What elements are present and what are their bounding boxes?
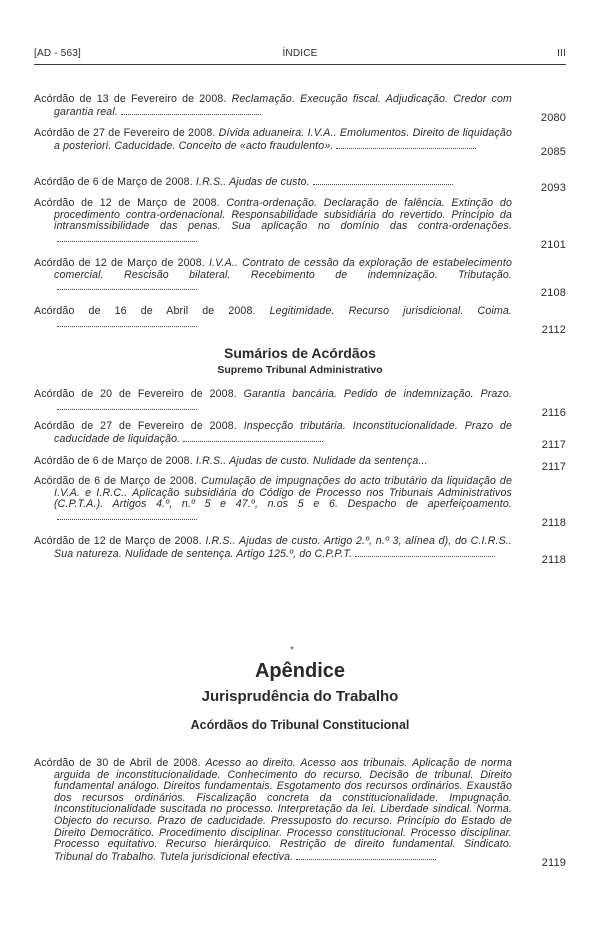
section-subtitle: Supremo Tribunal Administrativo xyxy=(217,364,383,376)
dot-leader xyxy=(336,140,476,149)
entry-subject: Inspecção tributária. Inconstitucionalidade. Prazo de caducidade de liquidação. xyxy=(54,420,512,445)
entry-date: Acórdão de 6 de Março de 2008. xyxy=(34,176,193,188)
index-entry xyxy=(34,127,566,158)
index-entry xyxy=(34,93,566,124)
dot-leader xyxy=(121,106,261,115)
entry-subject: Legitimidade. Recurso jurisdicional. Coima. xyxy=(269,305,512,317)
entry-subject: Acesso ao direito. Acesso aos tribunais. Aplicação de norma arguida de inconstitucionalidade. Conhecimento do recurso. Decisão de tribunal. Direito fundamental análogo. Direitos fundamentais. Esgotamento dos recursos ordinários. Exaustão dos recursos ordinários. Fiscalização concreta da constitucionalidade. Impugnação. Inconstitucionalidade suscitada no processo. Interpretação da lei. Liberdade sindical. Norma. Objecto do recurso. Prazo de caducidade. Pressuposto do recurso. Princípio do Estado de Direito Democrático. Procedimento disciplinar. Processo constitucional. Processo disciplinar. Processo equitativo. Recurso hierárquico. Restrição de direito fundamental. Sindicato. Tribunal do Trabalho. Tutela jurisdicional efectiva. xyxy=(54,757,512,863)
entry-subject: I.R.S.. Ajudas de custo. xyxy=(195,176,310,188)
entry-page: 2080 xyxy=(540,111,566,124)
entry-subject: Reclamação. Execução fiscal. Adjudicação. Credor com garantia real. xyxy=(54,93,513,118)
entry-subject: Dívida aduaneira. I.V.A.. Emolumentos. Direito de liquidação a posteriori. Caducidade. Conceito de «acto fraudulento». xyxy=(54,127,512,152)
entry-subject: Contra-ordenação. Declaração de falência. Extinção do procedimento contra-ordenacional. Responsabilidade subsidiária do revertido. Princípio da intransmissibilidade das penas. Sua aplicação no domínio das contra-ordenações. xyxy=(54,197,512,233)
entry-subject: I.R.S.. Ajudas de custo. Artigo 2.º, n.º 3, alínea d), do C.I.R.S.. Sua natureza. Nulidade de sentença. Artigo 125.º, do C.P.P.T. xyxy=(54,535,512,560)
dot-leader xyxy=(183,433,323,442)
entry-date: Acórdão de 12 de Março de 2008. xyxy=(34,197,220,209)
entry-date: Acórdão de 12 de Março de 2008. xyxy=(34,257,205,269)
entry-subject: Cumulação de impugnações do acto tributário da liquidação de I.V.A. e I.R.C.. Aplicação subsidiária do Código de Processo nos Tribunais Administrativos (C.P.T.A.). Artigos 4.º, n.º 5 e 47.º, n.os 5 e 6. Despacho de aperfeiçoamento. xyxy=(54,475,513,511)
dot-leader xyxy=(57,401,197,410)
entry-page: 2085 xyxy=(540,145,566,158)
appendix-subsubtitle: Acórdãos do Tribunal Constitucional xyxy=(190,718,410,732)
dot-leader xyxy=(355,548,495,557)
entry-date: Acórdão de 30 de Abril de 2008. xyxy=(34,757,201,769)
entry-page: 2117 xyxy=(541,461,566,473)
section-mark: * xyxy=(290,645,294,656)
summary-entry xyxy=(34,535,566,566)
dot-leader xyxy=(57,511,197,520)
entry-date: Acórdão de 27 de Fevereiro de 2008. xyxy=(34,127,216,139)
entry-page: 2093 xyxy=(540,182,566,194)
appendix-title: Apêndice xyxy=(254,660,346,682)
entry-date: Acórdão de 12 de Março de 2008. xyxy=(34,535,202,547)
summary-entry xyxy=(34,455,566,473)
dot-leader xyxy=(57,233,197,242)
entry-date: Acórdão de 6 de Março de 2008. xyxy=(34,475,198,487)
page-header xyxy=(34,46,566,65)
entry-subject: Garantia bancária. Pedido de indemnização. Prazo. xyxy=(243,388,512,400)
header-reference: [AD - 563] xyxy=(34,48,82,59)
dot-leader xyxy=(313,176,453,185)
entry-date: Acórdão de 20 de Fevereiro de 2008. xyxy=(34,388,237,400)
entry-page: 2118 xyxy=(541,516,566,529)
entry-date: Acórdão de 27 de Fevereiro de 2008. xyxy=(34,420,237,432)
summary-entry xyxy=(34,420,566,451)
entry-date: Acórdão de 13 de Fevereiro de 2008. xyxy=(34,93,227,105)
entry-date: Acórdão de 6 de Março de 2008. xyxy=(34,455,193,467)
header-title: ÍNDICE xyxy=(282,48,318,59)
dot-leader xyxy=(57,318,197,327)
header-page-number: III xyxy=(557,48,566,59)
entry-subject: I.R.S.. Ajudas de custo. Nulidade da sentença... xyxy=(195,455,428,467)
dot-leader xyxy=(296,851,436,860)
index-entry xyxy=(34,257,566,300)
dot-leader xyxy=(57,281,197,290)
entry-subject: I.V.A.. Contrato de cessão da exploração de estabelecimento comercial. Rescisão bilateral. Recebimento de indemnização. Tributação. xyxy=(54,257,512,281)
entry-page: 2118 xyxy=(541,553,566,566)
summary-entry xyxy=(34,388,566,419)
entry-page: 2108 xyxy=(540,287,566,300)
entry-date: Acórdão de 16 de Abril de 2008. xyxy=(34,305,256,317)
entry-page: 2112 xyxy=(541,323,566,336)
entry-page: 2117 xyxy=(541,438,566,451)
entry-page: 2116 xyxy=(541,406,566,419)
section-title: Sumários de Acórdãos xyxy=(224,345,376,361)
index-entry xyxy=(34,305,566,336)
appendix-subtitle: Jurisprudência do Trabalho xyxy=(201,688,399,705)
summary-entry xyxy=(34,475,566,529)
entry-page: 2119 xyxy=(541,856,566,869)
index-entry xyxy=(34,176,566,194)
appendix-entry xyxy=(34,757,566,869)
index-entry xyxy=(34,197,566,251)
entry-page: 2101 xyxy=(540,238,566,251)
